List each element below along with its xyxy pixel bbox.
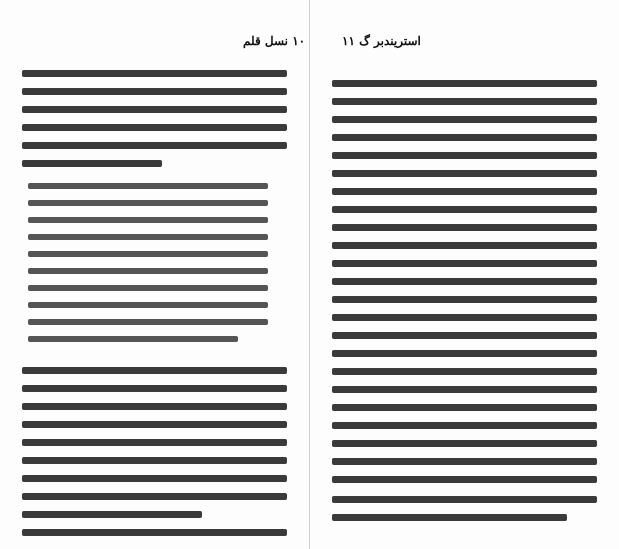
page-header: استریندبر گ ۱۱: [342, 34, 421, 48]
text-line: [332, 152, 597, 159]
text-line: [28, 285, 268, 291]
text-line: [22, 493, 287, 500]
text-line: [22, 457, 287, 464]
text-line: [28, 217, 268, 223]
text-line: [332, 98, 597, 105]
text-line: [332, 386, 597, 393]
text-line: [332, 170, 597, 177]
text-line: [22, 160, 162, 167]
text-line: [332, 206, 597, 213]
text-line: [22, 403, 287, 410]
text-line: [22, 439, 287, 446]
text-line: [332, 296, 597, 303]
text-line: [22, 88, 287, 95]
text-line: [332, 116, 597, 123]
text-line: [22, 106, 287, 113]
text-line: [332, 134, 597, 141]
text-line: [332, 242, 597, 249]
text-line: [28, 319, 268, 325]
text-line: [332, 278, 597, 285]
text-line: [28, 336, 238, 342]
text-line: [332, 440, 597, 447]
text-line: [22, 529, 287, 536]
text-line: [332, 458, 597, 465]
text-line: [22, 511, 202, 518]
text-line: [332, 476, 597, 483]
text-line: [28, 302, 268, 308]
text-line: [28, 251, 268, 257]
text-line: [332, 224, 597, 231]
text-line: [332, 260, 597, 267]
text-line: [332, 368, 597, 375]
text-line: [332, 350, 597, 357]
text-line: [22, 475, 287, 482]
text-line: [22, 421, 287, 428]
text-line: [28, 268, 268, 274]
text-line: [22, 124, 287, 131]
text-line: [332, 404, 597, 411]
text-line: [22, 142, 287, 149]
text-line: [28, 200, 268, 206]
text-line: [332, 332, 597, 339]
text-line: [22, 70, 287, 77]
text-line: [332, 80, 597, 87]
page-header: ۱۰ نسل قلم: [243, 34, 306, 48]
text-line: [28, 183, 268, 189]
text-line: [332, 314, 597, 321]
text-line: [332, 496, 597, 503]
right-page: [310, 0, 619, 549]
text-line: [332, 514, 567, 521]
text-line: [22, 367, 287, 374]
left-page: [0, 0, 309, 549]
text-line: [28, 234, 268, 240]
text-line: [332, 422, 597, 429]
text-line: [22, 385, 287, 392]
text-line: [332, 188, 597, 195]
